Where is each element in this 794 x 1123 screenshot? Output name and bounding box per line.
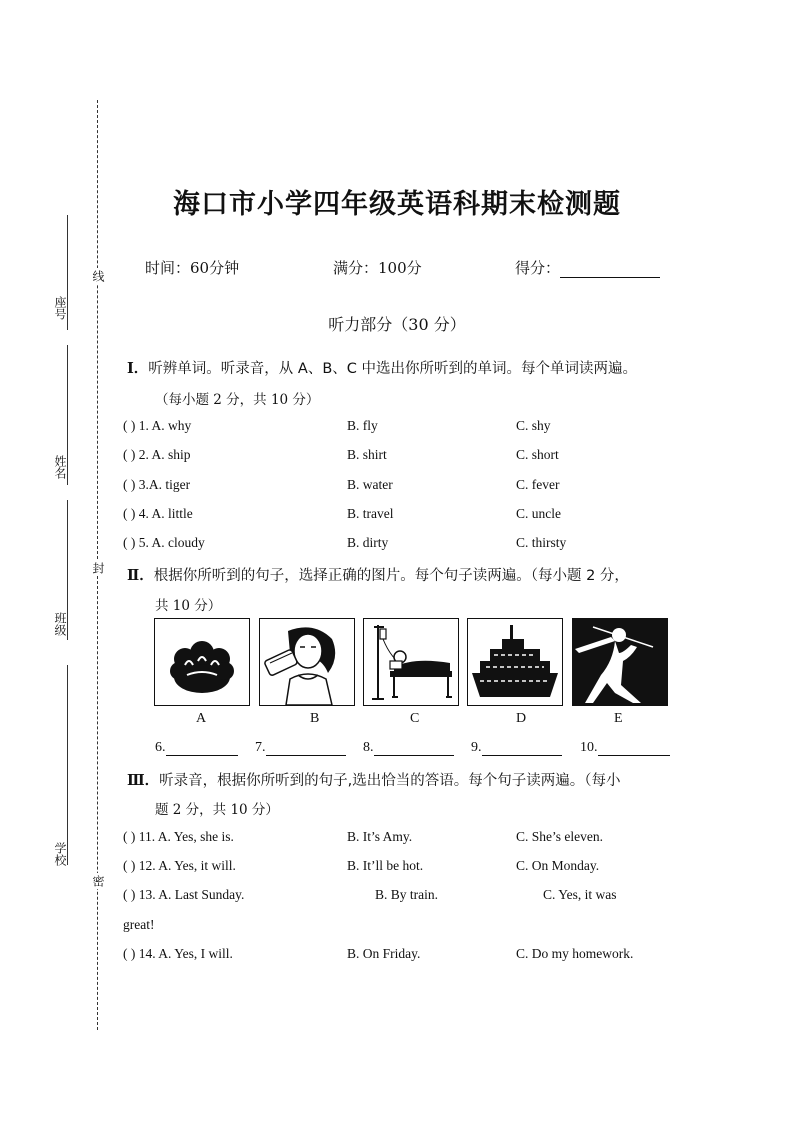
- part1-note: （每小题 2 分，共 10 分）: [155, 392, 320, 408]
- item-option-b: B. On Friday.: [347, 946, 421, 961]
- score-field: [515, 257, 660, 278]
- part3-heading-text: 听录音，根据你所听到的句子,选出恰当的答语。每个句子读两遍。（每小: [159, 773, 621, 789]
- exam-full-score: 满分：100分: [333, 259, 422, 277]
- blank-line: [166, 741, 238, 756]
- part2-heading-cont: 共 10 分）: [155, 598, 222, 614]
- school-line: [67, 665, 68, 865]
- item-option-c: C. uncle: [516, 506, 561, 521]
- item-option-b: B. It’s Amy.: [347, 829, 413, 844]
- blank-number: 9.: [471, 740, 482, 755]
- part1-heading: [127, 357, 637, 378]
- picture-label: A: [196, 711, 207, 726]
- exam-time: 时间：60分钟: [145, 259, 240, 277]
- answer-blank[interactable]: [255, 740, 346, 756]
- part1-item: [123, 447, 683, 467]
- part2-heading-text: 根据你所听到的句子，选择正确的图片。每个句子读两遍。（每小题 2 分，: [153, 568, 629, 584]
- part3-item: [123, 946, 683, 966]
- item-question: ( ) 12. A. Yes, it will.: [123, 858, 236, 873]
- answer-blank[interactable]: [155, 740, 238, 756]
- part1-heading-text: 听辨单词。听录音，从 A、B、C 中选出你所听到的单词。每个单词读两遍。: [148, 361, 638, 377]
- item-question: ( ) 14. A. Yes, I will.: [123, 946, 233, 961]
- picture-label: B: [310, 711, 320, 726]
- item-question: ( ) 1. A. why: [123, 418, 192, 433]
- binding-char-secret: 密: [91, 875, 105, 887]
- part3-number: Ⅲ．: [127, 772, 160, 789]
- score-blank: [560, 263, 660, 278]
- page-title: 海口市小学四年级英语科期末检测题: [173, 189, 621, 220]
- name-label: 姓名: [53, 455, 67, 479]
- picture-label: D: [516, 711, 527, 726]
- part3-heading-cont: 题 2 分，共 10 分）: [155, 802, 279, 818]
- item-option-c-continued: great!: [123, 917, 155, 932]
- item-question: ( ) 13. A. Last Sunday.: [123, 887, 245, 902]
- item-option-b: B. By train.: [375, 887, 438, 902]
- part1-item: [123, 506, 683, 526]
- seat-number-label: 座号: [53, 296, 67, 320]
- picture-c-hospital-bed-icon: [363, 618, 459, 706]
- answer-blank[interactable]: [580, 740, 670, 756]
- answer-blank[interactable]: [363, 740, 454, 756]
- part1-item: [123, 477, 683, 497]
- picture-label: E: [614, 711, 623, 726]
- blank-number: 6.: [155, 740, 166, 755]
- part3-item: [123, 887, 683, 907]
- part3-heading: [127, 769, 621, 790]
- part3-item-wrap: [123, 917, 683, 937]
- part1-item: [123, 418, 683, 438]
- part3-item: [123, 858, 683, 878]
- item-option-b: B. fly: [347, 418, 378, 433]
- item-option-c: C. She’s eleven.: [516, 829, 603, 844]
- picture-e-violin-player-icon: [572, 618, 668, 706]
- class-label: 班级: [53, 612, 67, 636]
- blank-number: 10.: [580, 740, 598, 755]
- blank-line: [374, 741, 454, 756]
- picture-d-ship-icon: [467, 618, 563, 706]
- item-question: ( ) 5. A. cloudy: [123, 535, 205, 550]
- answer-blank[interactable]: [471, 740, 562, 756]
- part2-heading: [127, 564, 629, 585]
- item-option-b: B. It’ll be hot.: [347, 858, 424, 873]
- picture-a-bread-icon: [154, 618, 250, 706]
- picture-b-girl-drinking-icon: [259, 618, 355, 706]
- item-option-c: C. thirsty: [516, 535, 567, 550]
- blank-line: [482, 741, 562, 756]
- item-option-c: C. Do my homework.: [516, 946, 634, 961]
- school-label: 学校: [53, 842, 67, 866]
- item-option-c: C. On Monday.: [516, 858, 600, 873]
- part2-number: Ⅱ．: [127, 567, 154, 584]
- part1-number: Ⅰ．: [127, 360, 149, 377]
- item-option-c: C. short: [516, 447, 559, 462]
- item-option-c: C. shy: [516, 418, 551, 433]
- item-option-b: B. travel: [347, 506, 394, 521]
- item-option-b: B. shirt: [347, 447, 387, 462]
- item-question: ( ) 4. A. little: [123, 506, 193, 521]
- blank-line: [598, 741, 670, 756]
- item-question: ( ) 3.A. tiger: [123, 477, 191, 492]
- blank-line: [266, 741, 346, 756]
- item-question: ( ) 11. A. Yes, she is.: [123, 829, 234, 844]
- part1-item: [123, 535, 683, 555]
- item-option-b: B. dirty: [347, 535, 389, 550]
- binding-char-line: 线: [91, 270, 105, 282]
- blank-number: 7.: [255, 740, 266, 755]
- part3-item: [123, 829, 683, 849]
- blank-number: 8.: [363, 740, 374, 755]
- score-label: 得分：: [515, 259, 561, 277]
- picture-label: C: [410, 711, 420, 726]
- item-option-c: C. Yes, it was: [543, 887, 617, 902]
- item-option-b: B. water: [347, 477, 393, 492]
- item-option-c: C. fever: [516, 477, 560, 492]
- item-question: ( ) 2. A. ship: [123, 447, 191, 462]
- section-title: 听力部分（30 分）: [328, 315, 466, 334]
- binding-char-seal: 封: [91, 562, 105, 574]
